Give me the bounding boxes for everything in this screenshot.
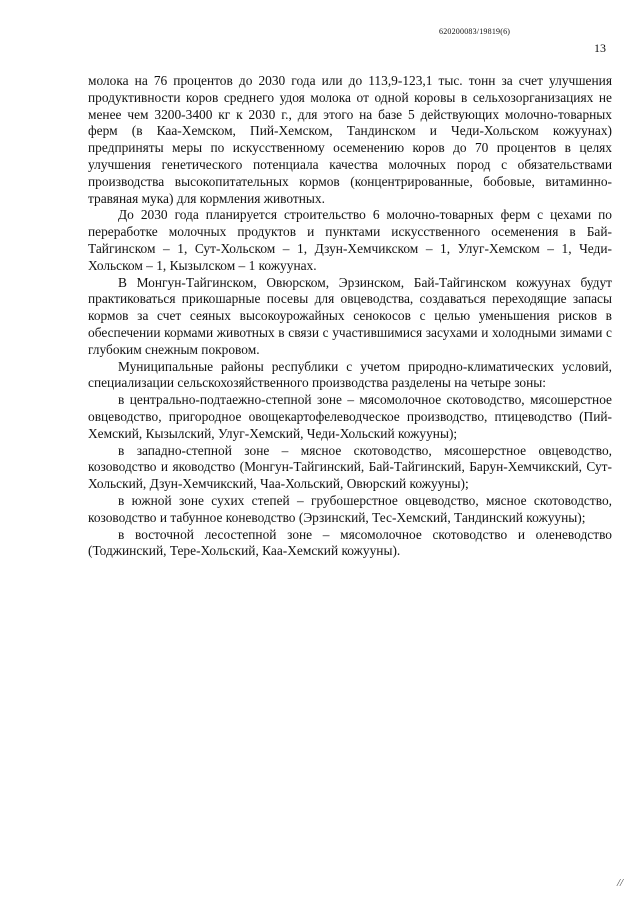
- page-number: 13: [594, 41, 606, 55]
- paragraph-zone-south: в южной зоне сухих степей – грубошерстное овцеводство, мясное скотоводство, козоводство и табунное коневодство (Эрзинский, Тес-Хемский, Тандинский кожууны);: [88, 492, 612, 525]
- paragraph-zone-west: в западно-степной зоне – мясное скотоводство, мясошерстное овцеводство, козоводство и яководство (Монгун-Тайгинский, Бай-Тайгинский, Барун-Хемчикский, Сут-Хольский, Дзун-Хемчикский, Чаа-Хольский, Овюрский кожууны);: [88, 442, 612, 492]
- handwritten-mark: //: [617, 877, 624, 889]
- document-id: 620200083/19819(6): [439, 27, 511, 36]
- paragraph-milk-production: молока на 76 процентов до 2030 года или до 113,9-123,1 тыс. тонн за счет улучшения продуктивности коров среднего удоя молока от одной коровы в сельхозорганизациях не менее чем 3200-3400 кг к 2030 г., для этого на базе 5 действующих молочно-товарных ферм (в Каа-Хемском, Пий-Хемском, Тандинском и Чеди-Хольском кожуунах) предприняты меры по искусственному осеменению коров до 70 процентов в целях улучшения генетического потенциала качества молочных пород с обязательствами производства высокопитательных кормов (концентрированные, бобовые, витаминно-травяная мука) для кормления животных.: [88, 73, 612, 206]
- paragraph-zone-east: в восточной лесостепной зоне – мясомолочное скотоводство и оленеводство (Тоджинский, Тере-Хольский, Каа-Хемский кожууны).: [88, 526, 612, 559]
- body-text: [88, 73, 612, 560]
- paragraph-sheep-feed: В Монгун-Тайгинском, Овюрском, Эрзинском, Бай-Тайгинском кожуунах будут практиковаться прикошарные посевы для овцеводства, создаваться переходящие запасы кормов за счет сеяных высокоурожайных сенокосов с целью уменьшения рисков в обеспечении кормами животных в связи с участившимися засухами и холодными зимами с глубоким снежным покровом.: [88, 274, 612, 357]
- paragraph-zone-central: в центрально-подтаежно-степной зоне – мясомолочное скотоводство, мясошерстное овцеводство, пригородное овощекартофелеводческое производство, птицеводство (Пий-Хемский, Кызылский, Улуг-Хемский, Чеди-Хольский кожууны);: [88, 392, 612, 441]
- paragraph-zones-intro: Муниципальные районы республики с учетом природно-климатических условий, специализации сельскохозяйственного производства разделены на четыре зоны:: [88, 358, 612, 391]
- paragraph-dairy-farms: До 2030 года планируется строительство 6 молочно-товарных ферм с цехами по переработке молочных продуктов и пунктами искусственного осеменения в Бай-Тайгинском – 1, Сут-Хольском – 1, Дзун-Хемчикском – 1, Улуг-Хемском – 1, Чеди-Хольском – 1, Кызылском – 1 кожуунах.: [88, 207, 612, 273]
